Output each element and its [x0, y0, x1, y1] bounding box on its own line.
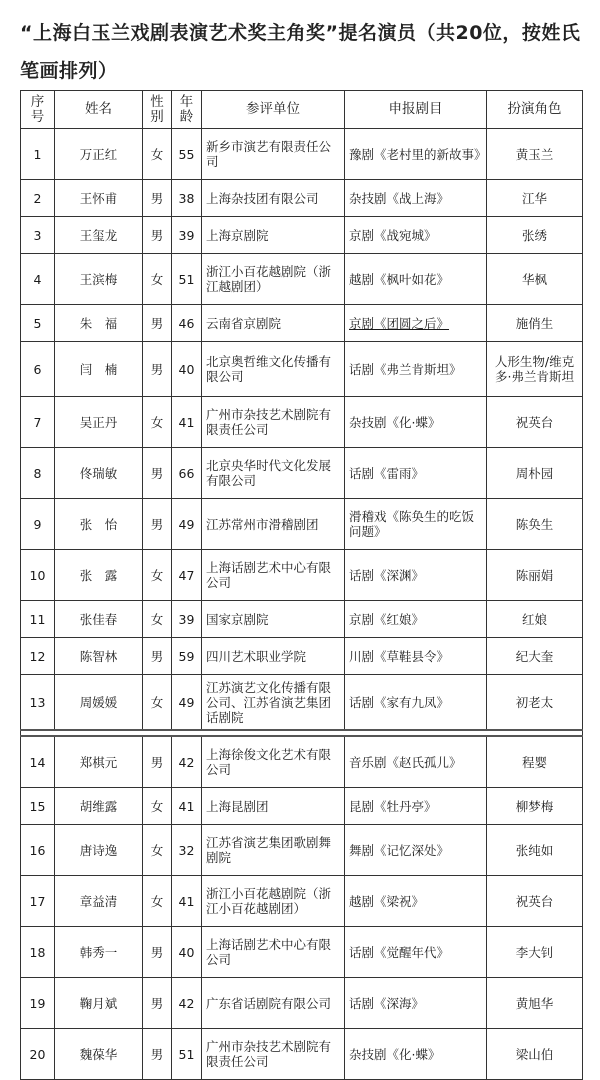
cell-no: 5 [21, 305, 55, 342]
cell-name: 章益清 [55, 876, 143, 927]
cell-play: 滑稽戏《陈奂生的吃饭问题》 [345, 499, 487, 550]
cell-no: 10 [21, 550, 55, 601]
cell-unit: 上海杂技团有限公司 [202, 180, 345, 217]
cell-gender: 男 [143, 180, 172, 217]
cell-unit: 江苏演艺文化传播有限公司、江苏省演艺集团话剧院 [202, 675, 345, 731]
cell-role: 柳梦梅 [487, 788, 583, 825]
cell-play: 音乐剧《赵氏孤儿》 [345, 736, 487, 788]
table-row [21, 876, 583, 927]
header-name: 姓名 [55, 91, 143, 129]
cell-name: 佟瑞敏 [55, 448, 143, 499]
cell-gender: 女 [143, 876, 172, 927]
cell-role: 祝英台 [487, 876, 583, 927]
cell-name: 唐诗逸 [55, 825, 143, 876]
cell-unit: 浙江小百花越剧院（浙江小百花越剧团） [202, 876, 345, 927]
cell-age: 40 [172, 342, 202, 397]
cell-age: 49 [172, 499, 202, 550]
header-role: 扮演角色 [487, 91, 583, 129]
cell-gender: 女 [143, 825, 172, 876]
cell-age: 55 [172, 129, 202, 180]
cell-role: 周朴园 [487, 448, 583, 499]
table-body [21, 129, 583, 1080]
cell-age: 38 [172, 180, 202, 217]
header-unit: 参评单位 [202, 91, 345, 129]
cell-age: 42 [172, 978, 202, 1029]
cell-gender: 女 [143, 397, 172, 448]
table-row [21, 601, 583, 638]
cell-unit: 新乡市演艺有限责任公司 [202, 129, 345, 180]
cell-name: 王滨梅 [55, 254, 143, 305]
cell-role: 江华 [487, 180, 583, 217]
cell-unit: 江苏省演艺集团歌剧舞剧院 [202, 825, 345, 876]
table-row [21, 305, 583, 342]
cell-age: 46 [172, 305, 202, 342]
cell-gender: 男 [143, 305, 172, 342]
cell-gender: 男 [143, 978, 172, 1029]
header-no: 序号 [21, 91, 55, 129]
cell-no: 6 [21, 342, 55, 397]
cell-play: 话剧《深渊》 [345, 550, 487, 601]
cell-role: 祝英台 [487, 397, 583, 448]
cell-no: 14 [21, 736, 55, 788]
table-row [21, 254, 583, 305]
cell-play: 豫剧《老村里的新故事》 [345, 129, 487, 180]
cell-play: 越剧《梁祝》 [345, 876, 487, 927]
header-age: 年龄 [172, 91, 202, 129]
cell-play: 杂技剧《化·蝶》 [345, 397, 487, 448]
cell-play: 京剧《战宛城》 [345, 217, 487, 254]
cell-name: 陈智林 [55, 638, 143, 675]
cell-no: 15 [21, 788, 55, 825]
cell-role: 陈丽娟 [487, 550, 583, 601]
cell-name: 周媛媛 [55, 675, 143, 731]
cell-role: 陈奂生 [487, 499, 583, 550]
cell-age: 41 [172, 788, 202, 825]
cell-age: 41 [172, 397, 202, 448]
cell-no: 2 [21, 180, 55, 217]
cell-role: 红娘 [487, 601, 583, 638]
table-row [21, 217, 583, 254]
table-row [21, 675, 583, 731]
cell-age: 32 [172, 825, 202, 876]
cell-role: 施俏生 [487, 305, 583, 342]
table-row [21, 180, 583, 217]
cell-no: 3 [21, 217, 55, 254]
cell-gender: 男 [143, 736, 172, 788]
cell-no: 16 [21, 825, 55, 876]
table-header-row [21, 91, 583, 129]
cell-gender: 男 [143, 927, 172, 978]
cell-unit: 广东省话剧院有限公司 [202, 978, 345, 1029]
table-row [21, 129, 583, 180]
cell-role: 张绣 [487, 217, 583, 254]
cell-unit: 浙江小百花越剧院（浙江越剧团） [202, 254, 345, 305]
table-row [21, 397, 583, 448]
cell-age: 51 [172, 1029, 202, 1080]
cell-name: 魏葆华 [55, 1029, 143, 1080]
cell-play: 杂技剧《战上海》 [345, 180, 487, 217]
cell-role: 纪大奎 [487, 638, 583, 675]
cell-role: 黄旭华 [487, 978, 583, 1029]
cell-unit: 北京奥哲维文化传播有限公司 [202, 342, 345, 397]
cell-name: 朱 福 [55, 305, 143, 342]
cell-age: 59 [172, 638, 202, 675]
cell-play: 昆剧《牡丹亭》 [345, 788, 487, 825]
cell-role: 黄玉兰 [487, 129, 583, 180]
cell-no: 4 [21, 254, 55, 305]
cell-role: 李大钊 [487, 927, 583, 978]
cell-gender: 男 [143, 499, 172, 550]
cell-name: 万正红 [55, 129, 143, 180]
cell-no: 1 [21, 129, 55, 180]
cell-play: 京剧《团圆之后》 [345, 305, 487, 342]
cell-role: 初老太 [487, 675, 583, 731]
cell-unit: 江苏常州市滑稽剧团 [202, 499, 345, 550]
cell-no: 7 [21, 397, 55, 448]
cell-play: 话剧《雷雨》 [345, 448, 487, 499]
cell-name: 王怀甫 [55, 180, 143, 217]
cell-unit: 上海昆剧团 [202, 788, 345, 825]
cell-unit: 上海京剧院 [202, 217, 345, 254]
cell-role: 张纯如 [487, 825, 583, 876]
cell-play: 舞剧《记忆深处》 [345, 825, 487, 876]
cell-name: 胡维露 [55, 788, 143, 825]
cell-unit: 上海话剧艺术中心有限公司 [202, 550, 345, 601]
cell-role: 华枫 [487, 254, 583, 305]
cell-no: 9 [21, 499, 55, 550]
cell-gender: 男 [143, 638, 172, 675]
cell-unit: 上海话剧艺术中心有限公司 [202, 927, 345, 978]
nominee-table [20, 90, 583, 1080]
cell-play: 川剧《草鞋县令》 [345, 638, 487, 675]
page-title: “上海白玉兰戏剧表演艺术奖主角奖”提名演员（共20位，按姓氏笔画排列） [20, 22, 581, 82]
footer-partial-text [30, 938, 590, 954]
cell-gender: 男 [143, 448, 172, 499]
cell-gender: 男 [143, 217, 172, 254]
table-row [21, 978, 583, 1029]
cell-age: 39 [172, 601, 202, 638]
cell-unit: 四川艺术职业学院 [202, 638, 345, 675]
cell-age: 41 [172, 876, 202, 927]
cell-name: 王玺龙 [55, 217, 143, 254]
table-row [21, 550, 583, 601]
table-row [21, 1029, 583, 1080]
table-row [21, 499, 583, 550]
cell-play: 话剧《家有九凤》 [345, 675, 487, 731]
cell-no: 18 [21, 927, 55, 978]
table-row [21, 638, 583, 675]
cell-no: 13 [21, 675, 55, 731]
cell-unit: 广州市杂技艺术剧院有限责任公司 [202, 1029, 345, 1080]
cell-age: 66 [172, 448, 202, 499]
cell-gender: 女 [143, 254, 172, 305]
cell-play: 话剧《弗兰肯斯坦》 [345, 342, 487, 397]
cell-name: 张 露 [55, 550, 143, 601]
cell-unit: 国家京剧院 [202, 601, 345, 638]
cell-age: 47 [172, 550, 202, 601]
cell-name: 张 怡 [55, 499, 143, 550]
cell-no: 17 [21, 876, 55, 927]
cell-name: 闫 楠 [55, 342, 143, 397]
cell-gender: 女 [143, 788, 172, 825]
cell-play: 越剧《枫叶如花》 [345, 254, 487, 305]
cell-play: 京剧《红娘》 [345, 601, 487, 638]
cell-age: 49 [172, 675, 202, 731]
cell-gender: 男 [143, 342, 172, 397]
cell-unit: 北京央华时代文化发展有限公司 [202, 448, 345, 499]
header-gender: 性别 [143, 91, 172, 129]
cell-no: 12 [21, 638, 55, 675]
header-play: 申报剧目 [345, 91, 487, 129]
cell-age: 51 [172, 254, 202, 305]
cell-age: 42 [172, 736, 202, 788]
table-row [21, 342, 583, 397]
cell-name: 鞠月斌 [55, 978, 143, 1029]
table-row [21, 448, 583, 499]
cell-role: 人形生物/维克多·弗兰肯斯坦 [487, 342, 583, 397]
cell-play: 话剧《觉醒年代》 [345, 927, 487, 978]
cell-no: 20 [21, 1029, 55, 1080]
cell-unit: 上海徐俊文化艺术有限公司 [202, 736, 345, 788]
cell-gender: 女 [143, 675, 172, 731]
cell-play: 杂技剧《化·蝶》 [345, 1029, 487, 1080]
cell-name: 郑棋元 [55, 736, 143, 788]
cell-unit: 广州市杂技艺术剧院有限责任公司 [202, 397, 345, 448]
cell-name: 张佳春 [55, 601, 143, 638]
cell-gender: 女 [143, 601, 172, 638]
cell-name: 吴正丹 [55, 397, 143, 448]
table-row [21, 736, 583, 788]
cell-role: 梁山伯 [487, 1029, 583, 1080]
cell-gender: 男 [143, 1029, 172, 1080]
cell-unit: 云南省京剧院 [202, 305, 345, 342]
cell-age: 40 [172, 927, 202, 978]
cell-age: 39 [172, 217, 202, 254]
cell-play: 话剧《深海》 [345, 978, 487, 1029]
cell-name: 韩秀一 [55, 927, 143, 978]
table-row [21, 788, 583, 825]
cell-no: 8 [21, 448, 55, 499]
table-row [21, 825, 583, 876]
cell-gender: 女 [143, 129, 172, 180]
cell-role: 程婴 [487, 736, 583, 788]
nominee-table-container [20, 90, 582, 1080]
cell-no: 11 [21, 601, 55, 638]
cell-no: 19 [21, 978, 55, 1029]
cell-gender: 女 [143, 550, 172, 601]
